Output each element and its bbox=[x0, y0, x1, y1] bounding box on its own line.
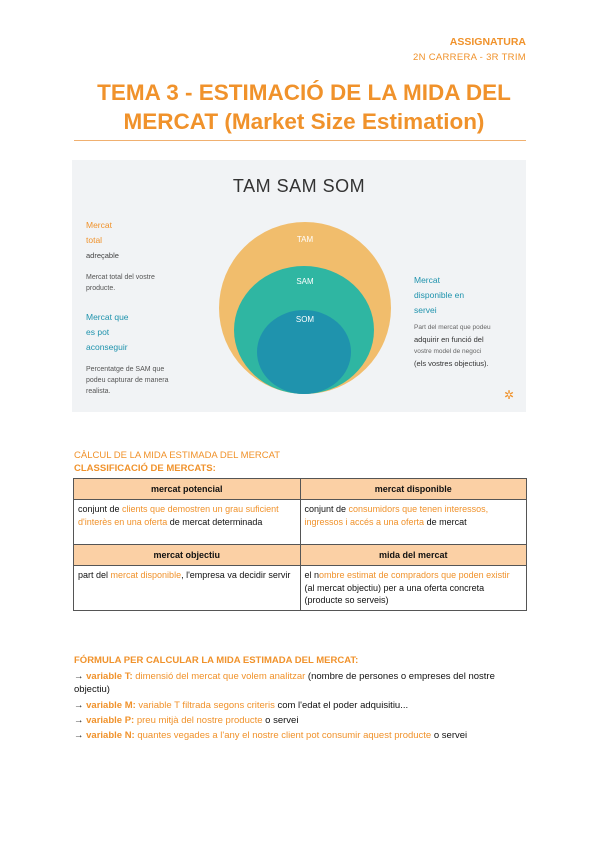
tam-sam-som-figure bbox=[72, 160, 526, 412]
tam-description bbox=[86, 272, 155, 294]
cell-text: conjunt de bbox=[78, 504, 123, 514]
formula-variable-m bbox=[74, 699, 528, 712]
variable-key: variable N: bbox=[86, 730, 135, 741]
som-desc-line: podeu capturar de manera bbox=[86, 377, 169, 384]
sam-label bbox=[414, 273, 464, 318]
variable-highlight: quantes vegades a l'any el nostre client pot consumir aquest producte bbox=[137, 730, 432, 741]
table-cell-target bbox=[74, 566, 301, 611]
tam-desc-line: producte. bbox=[86, 285, 116, 292]
table-cell-size bbox=[300, 566, 527, 611]
sam-label-line: servei bbox=[414, 305, 437, 315]
cell-text: el n bbox=[304, 570, 320, 580]
course-label: 2N CARRERA - 3R TRIM bbox=[413, 52, 526, 63]
tam-label-line: Mercat bbox=[86, 220, 112, 230]
title-divider bbox=[74, 140, 526, 141]
formula-variable-n bbox=[74, 729, 528, 742]
sam-label-line: disponible en bbox=[414, 290, 465, 300]
sam-desc-line: Part del mercat que podeu bbox=[414, 324, 491, 331]
variable-text: (nombre de persones o empreses del nostre objectiu) bbox=[74, 671, 495, 695]
cell-text: , l'empresa va decidir servir bbox=[181, 570, 291, 580]
arrow-icon: → bbox=[74, 700, 84, 711]
cell-highlight: mercat disponible bbox=[110, 570, 182, 580]
cell-text: de mercat determinada bbox=[167, 516, 263, 527]
som-desc-line: Percentatge de SAM que bbox=[86, 366, 165, 373]
figure-title: TAM SAM SOM bbox=[232, 176, 366, 196]
sam-desc-line: adquirir en funció del bbox=[414, 335, 484, 344]
sam-desc-line: vostre model de negoci bbox=[414, 348, 482, 355]
calc-section-title: CÀLCUL DE LA MIDA ESTIMADA DEL MERCAT bbox=[74, 450, 281, 461]
table-header-target: mercat objectiu bbox=[74, 545, 301, 566]
som-label-line: aconseguir bbox=[86, 342, 128, 352]
sam-desc-line: (els vostres objectius). bbox=[414, 359, 489, 368]
cell-text: (al mercat objectiu) per a una oferta concreta (producte so serveis) bbox=[304, 582, 485, 605]
cell-text: part del bbox=[78, 570, 111, 580]
hubspot-sprocket-icon: ✲ bbox=[504, 388, 515, 402]
table-header-size: mida del mercat bbox=[300, 545, 527, 566]
formula-variable-t bbox=[74, 670, 528, 696]
arrow-icon: → bbox=[74, 671, 84, 682]
arrow-icon: → bbox=[74, 730, 84, 741]
tam-label-line: adreçable bbox=[86, 251, 119, 260]
subject-label: ASSIGNATURA bbox=[449, 36, 526, 48]
variable-text: o servei bbox=[262, 715, 299, 726]
market-classification-table bbox=[73, 478, 527, 611]
table-cell-potential bbox=[74, 500, 301, 545]
table-cell-available bbox=[300, 500, 527, 545]
sam-label-line: Mercat bbox=[414, 275, 440, 285]
cell-text: de mercat bbox=[424, 516, 467, 527]
cell-highlight: consumidors que tenen interessos, ingressos i accés a una oferta bbox=[304, 504, 489, 527]
variable-highlight: dimensió del mercat que volem analitzar bbox=[135, 671, 306, 682]
som-description bbox=[86, 364, 169, 397]
som-label-line: es pot bbox=[86, 327, 110, 337]
sam-circle-label: SAM bbox=[296, 277, 314, 286]
variable-key: variable T: bbox=[86, 671, 133, 682]
cell-highlight: clients que demostren un grau suficient d'interès en una oferta bbox=[78, 504, 279, 527]
tam-circle-label: TAM bbox=[296, 235, 314, 244]
som-circle-label: SOM bbox=[295, 315, 315, 324]
variable-highlight: variable T filtrada segons criteris bbox=[138, 700, 275, 711]
som-label-line: Mercat que bbox=[86, 312, 129, 322]
variable-key: variable P: bbox=[86, 715, 135, 726]
som-label bbox=[86, 310, 129, 355]
classification-title: CLASSIFICACIÓ DE MERCATS: bbox=[74, 463, 216, 474]
variable-key: variable M: bbox=[86, 700, 136, 711]
formula-variable-p bbox=[74, 714, 528, 727]
arrow-icon: → bbox=[74, 715, 84, 726]
table-header-available: mercat disponible bbox=[300, 479, 527, 500]
sam-description bbox=[414, 322, 491, 370]
formula-title: FÓRMULA PER CALCULAR LA MIDA ESTIMADA DEL MERCAT: bbox=[74, 655, 359, 666]
tam-label bbox=[86, 218, 119, 263]
page-title: TEMA 3 - ESTIMACIÓ DE LA MIDA DEL MERCAT (Market Size Estimation) bbox=[97, 80, 511, 134]
variable-highlight: preu mitjà del nostre producte bbox=[136, 715, 263, 726]
cell-highlight: ombre estimat de compradors que poden existir bbox=[319, 570, 510, 580]
variable-text: o servei bbox=[431, 730, 468, 741]
tam-desc-line: Mercat total del vostre bbox=[86, 274, 155, 281]
cell-text: conjunt de bbox=[304, 504, 349, 514]
som-desc-line: realista. bbox=[86, 388, 111, 395]
table-header-potential: mercat potencial bbox=[74, 479, 301, 500]
variable-text: com l'edat el poder adquisitiu... bbox=[274, 700, 409, 711]
tam-label-line: total bbox=[86, 235, 103, 245]
